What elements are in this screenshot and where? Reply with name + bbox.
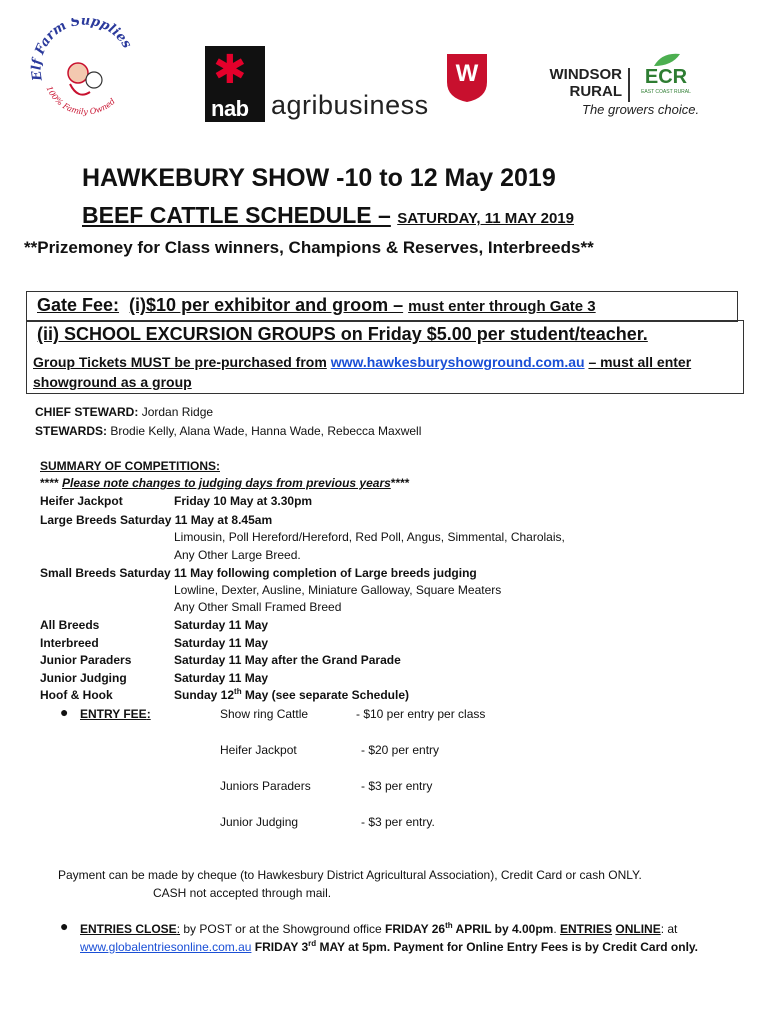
entries-date-b: FRIDAY 3 (251, 940, 309, 954)
hoof-value-a: Sunday 12 (174, 688, 235, 702)
note-stars-b: **** (390, 476, 410, 490)
windsor-tagline: The growers choice. (582, 102, 700, 117)
entries-text-b: : at (660, 922, 678, 936)
summary-label: Interbreed (40, 636, 99, 650)
gate-fee-box (26, 291, 738, 322)
ecr-subtext: EAST COAST RURAL (641, 89, 691, 95)
summary-value: Saturday 11 May (174, 671, 269, 685)
ecr-logo (638, 54, 694, 100)
group-tickets-note (33, 352, 733, 392)
gate-fee-gate: must enter through Gate 3 (408, 298, 596, 315)
entries-close-colon: : (176, 922, 181, 936)
windsor-line2: RURAL (569, 83, 622, 100)
payment-line1: Payment can be made by cheque (to Hawkesbury District Agricultural Association), Credit Card or cash ONLY. (58, 868, 642, 882)
summary-label: Small Breeds Saturday 11 May following completion of Large breeds judging (40, 566, 477, 580)
summary-label: Large Breeds Saturday 11 May at 8.45am (40, 513, 273, 527)
entry-fee-text: ENTRY FEE (80, 707, 147, 721)
school-excursion-line: (ii) SCHOOL EXCURSION GROUPS on Friday $5.00 per student/teacher. (37, 324, 648, 344)
fee-item-price: - $10 per entry per class (356, 707, 486, 721)
nab-star-icon: ✱ (213, 48, 247, 92)
windsor-line1: WINDSOR (549, 66, 622, 83)
nab-box (205, 46, 265, 122)
summary-value: Lowline, Dexter, Ausline, Miniature Galloway, Square Meaters (174, 583, 502, 597)
entries-date-b2: MAY at 5pm. Payment for Online Entry Fees is by Credit Card only. (316, 940, 699, 954)
fee-item-name: Junior Judging (220, 815, 299, 829)
stewards-names: Brodie Kelly, Alana Wade, Hanna Wade, Rebecca Maxwell (110, 424, 422, 438)
nab-box-text: nab (211, 96, 249, 121)
gate-fee-line (37, 295, 596, 316)
elf-farm-supplies-logo (30, 18, 136, 118)
stewards (35, 424, 421, 438)
nab-agribusiness-logo (205, 46, 429, 122)
summary-label: Hoof & Hook (40, 688, 113, 702)
hoof-value-sup: th (234, 687, 242, 696)
elf-farm-supplies-emblem (30, 18, 136, 118)
entry-fee-label (80, 707, 151, 721)
entries-online-a: ENTRIES (560, 922, 613, 936)
bullet-icon: ● (60, 704, 69, 720)
fee-item-price: - $3 per entry (361, 779, 433, 793)
summary-value: Any Other Large Breed. (174, 548, 301, 562)
entries-sup-a: th (445, 921, 453, 930)
bullet-icon: ● (60, 918, 69, 934)
school-groups-box (26, 320, 744, 394)
fee-item-name: Juniors Paraders (220, 779, 311, 793)
summary-value: Saturday 11 May (174, 618, 269, 632)
chief-steward-label: CHIEF STEWARD: (35, 405, 139, 419)
summary-value (174, 687, 409, 704)
summary-value: Saturday 11 May (174, 636, 269, 650)
summary-value: Saturday 11 May after the Grand Parade (174, 653, 401, 667)
summary-label: All Breeds (40, 618, 100, 632)
fee-item-name: Heifer Jackpot (220, 743, 297, 757)
windsor-rural-logo (530, 50, 700, 120)
group-tickets-a: Group Tickets MUST be pre-purchased from (33, 354, 327, 370)
elf-top-text: Elf Farm Supplies (30, 18, 135, 82)
summary-note (40, 475, 409, 492)
summary-label: Junior Paraders (40, 653, 132, 667)
fee-item-price: - $3 per entry. (361, 815, 435, 829)
summary-label: Junior Judging (40, 671, 127, 685)
summary-value: Any Other Small Framed Breed (174, 600, 342, 614)
windsor-rural-name (530, 66, 622, 100)
ecr-text: ECR (644, 66, 688, 88)
payment-note (58, 866, 758, 902)
page-subtitle (82, 202, 574, 229)
entries-sup-b: rd (308, 939, 317, 948)
entry-fee-colon: : (146, 707, 151, 721)
subtitle-date: SATURDAY, 11 MAY 2019 (397, 210, 574, 227)
prizemoney-note: **Prizemoney for Class winners, Champions & Reserves, Interbreeds** (24, 238, 594, 257)
gate-fee-label: Gate Fee: (37, 295, 120, 315)
page-title: HAWKEBURY SHOW -10 to 12 May 2019 (82, 164, 556, 192)
global-entries-link[interactable]: www.globalentriesonline.com.au (80, 940, 252, 954)
chief-steward-name: Jordan Ridge (141, 405, 214, 419)
summary-heading: SUMMARY OF COMPETITIONS: (40, 459, 220, 473)
agribusiness-text: agribusiness (271, 90, 429, 120)
note-text: Please note changes to judging days from previous years (62, 476, 391, 490)
svg-text:100% Family Owned (45, 85, 117, 117)
group-tickets-b: – must all enter showground as a group (33, 354, 692, 390)
hoof-value-b: May (see separate Schedule) (241, 688, 410, 702)
summary-value: Limousin, Poll Hereford/Hereford, Red Poll, Angus, Simmental, Charolais, (174, 530, 565, 544)
entries-online-b: ONLINE (615, 922, 661, 936)
entries-date-a2: APRIL by 4.00pm (452, 922, 554, 936)
entries-close-note (80, 920, 720, 956)
western-sydney-university-logo (445, 52, 489, 104)
note-stars-a: **** (40, 476, 59, 490)
payment-line2: CASH not accepted through mail. (153, 886, 332, 900)
fee-item-name: Show ring Cattle (220, 707, 309, 721)
entries-close-label: ENTRIES CLOSE (80, 922, 177, 936)
stewards-label: STEWARDS: (35, 424, 107, 438)
entries-text-a: by POST or at the Showground office (180, 922, 386, 936)
subtitle-main: BEEF CATTLE SCHEDULE – (82, 202, 391, 228)
summary-label: Heifer Jackpot (40, 494, 123, 508)
entries-dot: . (553, 922, 561, 936)
fee-item-price: - $20 per entry (361, 743, 440, 757)
windsor-divider (628, 68, 630, 102)
summary-value: Friday 10 May at 3.30pm (174, 494, 313, 508)
chief-steward (35, 405, 213, 419)
entries-date-a: FRIDAY 26 (385, 922, 446, 936)
elf-bottom-text: 100% Family Owned (44, 84, 117, 117)
showground-link[interactable]: www.hawkesburyshowground.com.au (330, 354, 585, 370)
wsu-letter: W (455, 60, 479, 87)
gate-fee-price: (i)$10 per exhibitor and groom – (129, 295, 404, 315)
